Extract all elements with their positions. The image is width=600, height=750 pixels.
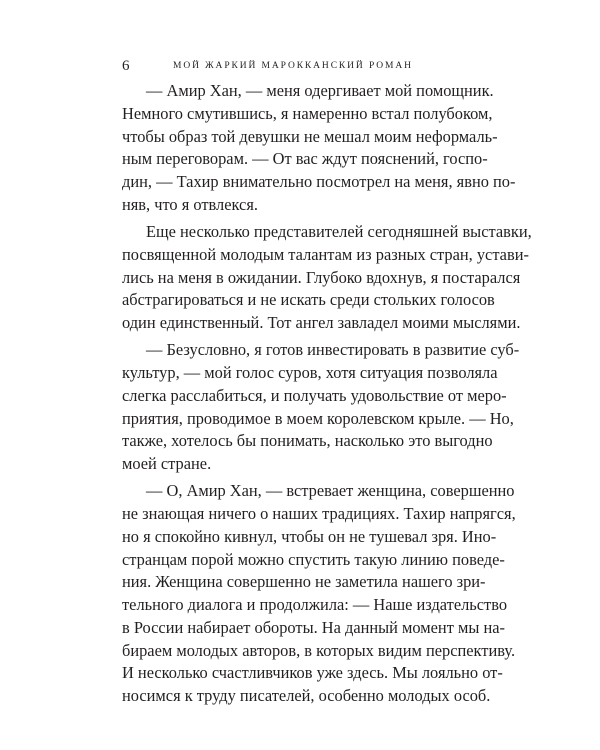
text-line: Немного смутившись, я намеренно встал полубоком, xyxy=(122,103,493,123)
text-line: странцам порой можно спустить такую линию поведе- xyxy=(122,549,505,569)
text-line: но я спокойно кивнул, чтобы он не тушевал зря. Ино- xyxy=(122,526,497,546)
paragraph xyxy=(122,480,516,708)
text-line: посвященной молодым талантам из разных стран, устави- xyxy=(122,244,529,264)
text-line: лись на меня в ожидании. Глубоко вдохнув, я постарался xyxy=(122,267,521,287)
text-body xyxy=(122,80,532,708)
paragraph xyxy=(122,339,520,476)
text-line: ния. Женщина совершенно не заметила нашего зри- xyxy=(122,572,486,592)
text-line: культур, — мой голос суров, хотя ситуация позволяла xyxy=(122,363,498,382)
running-title: МОЙ ЖАРКИЙ МАРОККАНСКИЙ РОМАН xyxy=(173,61,413,71)
text-line: бираем молодых авторов, в которых видим перспективу. xyxy=(122,640,516,660)
text-line: также, хотелось бы понимать, насколько это выгодно xyxy=(122,431,493,451)
paragraph xyxy=(122,221,532,335)
text-line: тельного диалога и продолжила: — Наше издательство xyxy=(122,595,508,614)
paragraph xyxy=(122,80,516,217)
text-line: няв, что я отвлекся. xyxy=(122,194,258,214)
text-line: носимся к труду писателей, особенно молодых особ. xyxy=(122,686,491,705)
text-line: ным переговорам. — От вас ждут пояснений, госпо- xyxy=(122,149,488,169)
text-line: чтобы образ той девушки не мешал моим неформаль- xyxy=(122,126,498,146)
text-line: один единственный. Тот ангел завладел моими мыслями. xyxy=(122,313,521,332)
text-line: дин, — Тахир внимательно посмотрел на меня, явно по- xyxy=(122,172,516,191)
running-head xyxy=(122,54,482,78)
text-line: — Амир Хан, — меня одергивает мой помощник. xyxy=(146,81,494,100)
text-line: приятия, проводимое в моем королевском крыле. — Но, xyxy=(122,408,514,428)
text-line: слегка расслабиться, и получать удовольствие от меро- xyxy=(122,385,507,405)
text-line: абстрагироваться и не искать среди стольких голосов xyxy=(122,290,495,310)
text-line: И несколько счастливчиков уже здесь. Мы лояльно от- xyxy=(122,663,503,683)
text-line: — О, Амир Хан, — встревает женщина, совершенно xyxy=(146,481,515,501)
page-number: 6 xyxy=(122,58,130,74)
text-line: не знающая ничего о наших традициях. Тахир напрягся, xyxy=(122,504,516,523)
text-line: моей стране. xyxy=(122,454,212,473)
text-line: — Безусловно, я готов инвестировать в развитие суб- xyxy=(146,340,520,360)
text-line: в России набирает обороты. На данный момент мы на- xyxy=(122,617,505,637)
text-line: Еще несколько представителей сегодняшней выставки, xyxy=(146,222,532,241)
